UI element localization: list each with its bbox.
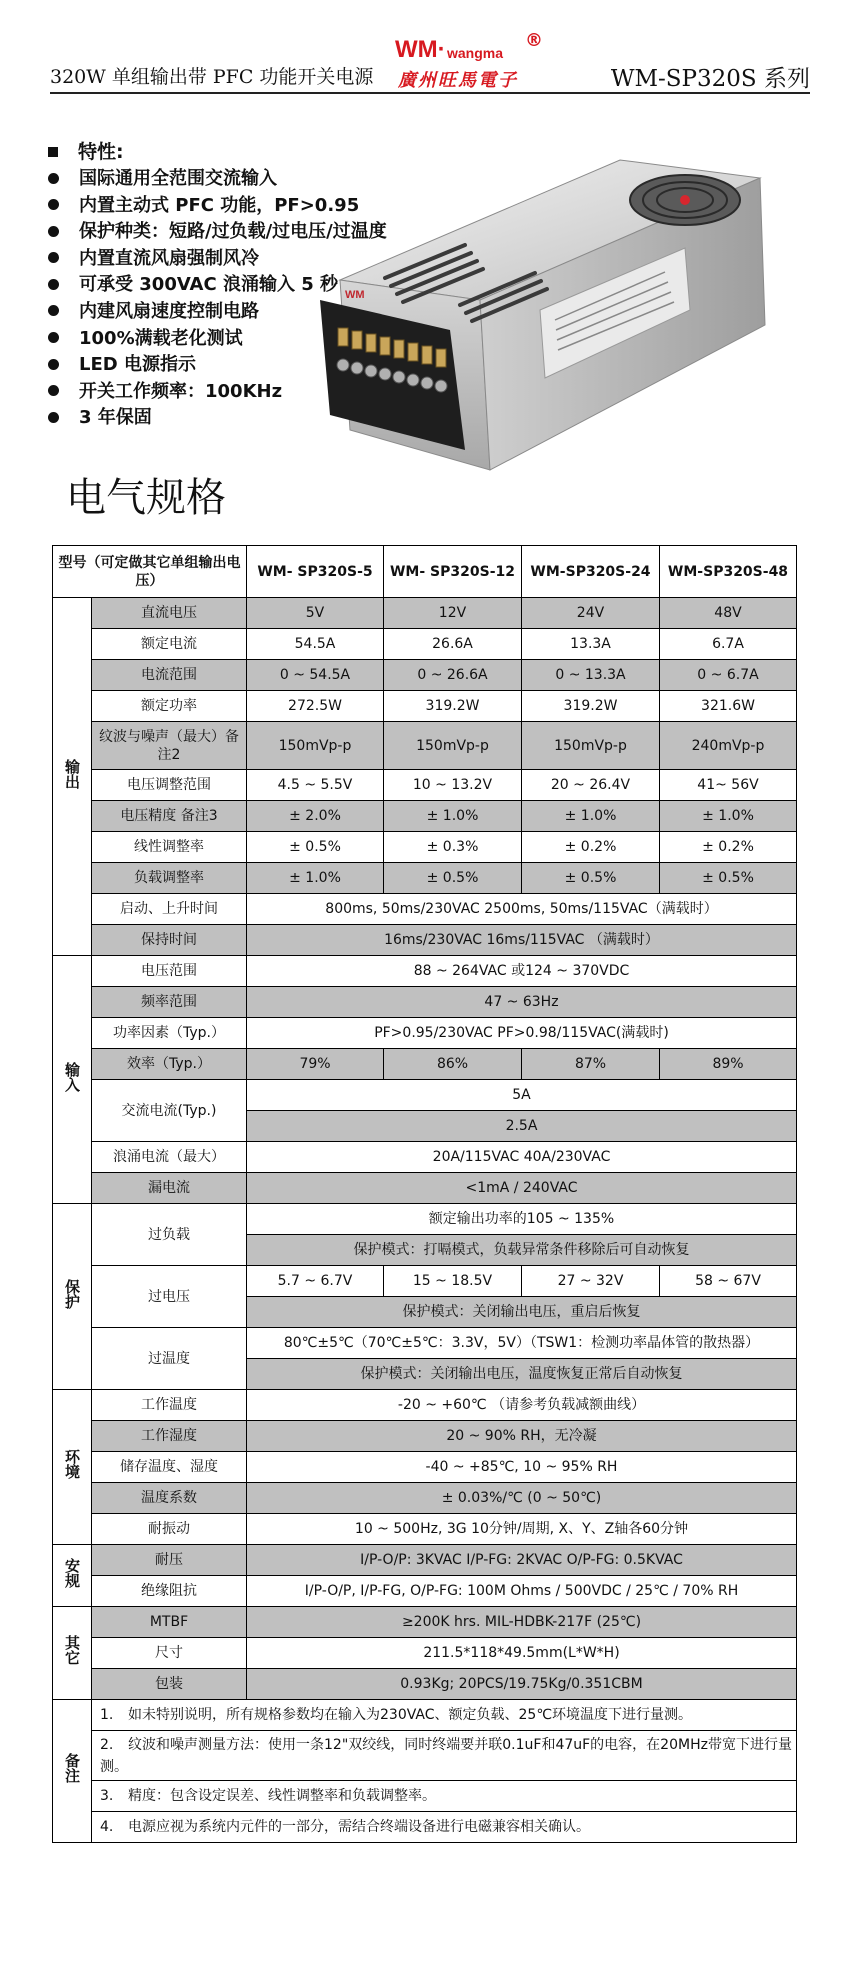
table-row: 保护模式：关闭输出电压，重启后恢复 xyxy=(53,1297,797,1328)
table-row: 纹波与噪声（最大）备注2 150mVp-p 150mVp-p 150mVp-p 240mVp-p xyxy=(53,722,797,770)
page-header xyxy=(50,28,810,98)
category-environment: 环境 xyxy=(53,1390,92,1545)
table-row: 输出 直流电压 5V 12V 24V 48V xyxy=(53,598,797,629)
table-row: 电压调整范围 4.5 ~ 5.5V 10 ~ 13.2V 20 ~ 26.4V 41~ 56V xyxy=(53,770,797,801)
feature-item: 100%满载老化测试 xyxy=(42,326,462,353)
spec-table xyxy=(52,545,797,1843)
table-row: 保护 过负载 额定输出功率的105 ~ 135% xyxy=(53,1204,797,1235)
table-row: 温度系数 ± 0.03%/℃ (0 ~ 50℃) xyxy=(53,1483,797,1514)
table-row: 交流电流(Typ.) 5A xyxy=(53,1080,797,1111)
feature-item: 国际通用全范围交流输入 xyxy=(42,166,462,193)
table-row: 漏电流 <1mA / 240VAC xyxy=(53,1173,797,1204)
model-header-cell: WM-SP320S-24 xyxy=(522,546,660,598)
bullet-icon xyxy=(48,252,59,263)
logo-wangma-text: wangma xyxy=(447,45,504,61)
table-row: 绝缘阻抗 I/P-O/P, I/P-FG, O/P-FG: 100M Ohms / 500VDC / 25℃ / 70% RH xyxy=(53,1576,797,1607)
feature-item: 开关工作频率：100KHz xyxy=(42,379,462,406)
company-logo xyxy=(395,30,545,94)
category-input: 输入 xyxy=(53,956,92,1204)
category-output: 输出 xyxy=(53,598,92,956)
table-row: 电流范围 0 ~ 54.5A 0 ~ 26.6A 0 ~ 13.3A 0 ~ 6.7A xyxy=(53,660,797,691)
logo-wm-text: WM xyxy=(395,36,438,63)
registered-mark: ® xyxy=(525,30,543,51)
table-header-row xyxy=(53,546,797,598)
table-row: 工作湿度 20 ~ 90% RH，无冷凝 xyxy=(53,1421,797,1452)
section-title: 电气规格 xyxy=(66,475,226,521)
header-series-title: WM-SP320S 系列 xyxy=(610,66,810,92)
feature-item: 内建风扇速度控制电路 xyxy=(42,299,462,326)
table-row: 效率（Typ.） 79% 86% 87% 89% xyxy=(53,1049,797,1080)
category-other: 其它 xyxy=(53,1607,92,1700)
table-row: 储存温度、湿度 -40 ~ +85℃, 10 ~ 95% RH xyxy=(53,1452,797,1483)
table-row: 环境 工作温度 -20 ~ +60℃ （请参考负载减额曲线） xyxy=(53,1390,797,1421)
power-supply-image xyxy=(290,150,805,510)
model-header-cell: WM- SP320S-12 xyxy=(384,546,522,598)
table-row: 过温度 80℃±5℃（70℃±5℃：3.3V，5V）（TSW1：检测功率晶体管的散热器） xyxy=(53,1328,797,1359)
category-safety: 安规 xyxy=(53,1545,92,1607)
feature-item: 内置直流风扇强制风冷 xyxy=(42,246,462,273)
header-divider xyxy=(50,92,810,94)
table-row: 功率因素（Typ.） PF>0.95/230VAC PF>0.98/115VAC(满载时) xyxy=(53,1018,797,1049)
bullet-icon xyxy=(48,173,59,184)
bullet-icon xyxy=(48,226,59,237)
bullet-icon xyxy=(48,305,59,316)
table-row: 启动、上升时间 800ms, 50ms/230VAC 2500ms, 50ms/115VAC（满载时） xyxy=(53,894,797,925)
table-row: 浪涌电流（最大） 20A/115VAC 40A/230VAC xyxy=(53,1142,797,1173)
feature-item: 内置主动式 PFC 功能，PF>0.95 xyxy=(42,193,462,220)
square-bullet-icon xyxy=(48,147,58,157)
category-notes: 备注 xyxy=(53,1700,92,1843)
category-protection: 保护 xyxy=(53,1204,92,1390)
table-row: 安规 耐压 I/P-O/P: 3KVAC I/P-FG: 2KVAC O/P-FG: 0.5KVAC xyxy=(53,1545,797,1576)
bullet-icon xyxy=(48,199,59,210)
note-row: 2. 纹波和噪声测量方法：使用一条12"双绞线，同时终端要并联0.1uF和47uF的电容，在20MHz带宽下进行量测。 xyxy=(53,1731,797,1781)
note-row: 4. 电源应视为系统内元件的一部分，需结合终端设备进行电磁兼容相关确认。 xyxy=(53,1812,797,1843)
feature-item: 保护种类：短路/过负载/过电压/过温度 xyxy=(42,219,462,246)
model-header-cell: WM-SP320S-48 xyxy=(660,546,797,598)
table-row: 2.5A xyxy=(53,1111,797,1142)
note-row: 3. 精度：包含设定误差、线性调整率和负载调整率。 xyxy=(53,1781,797,1812)
features-title: 特性: xyxy=(78,141,124,163)
bullet-icon xyxy=(48,332,59,343)
header-left-title: 320W 单组输出带 PFC 功能开关电源 xyxy=(50,66,374,88)
table-row: 过电压 5.7 ~ 6.7V 15 ~ 18.5V 27 ~ 32V 58 ~ 67V xyxy=(53,1266,797,1297)
bullet-icon xyxy=(48,359,59,370)
table-row: 负载调整率 ± 1.0% ± 0.5% ± 0.5% ± 0.5% xyxy=(53,863,797,894)
model-header-cell: WM- SP320S-5 xyxy=(247,546,384,598)
table-row: 保护模式：关闭输出电压，温度恢复正常后自动恢复 xyxy=(53,1359,797,1390)
feature-item: 可承受 300VAC 浪涌输入 5 秒 xyxy=(42,272,462,299)
table-row: 保持时间 16ms/230VAC 16ms/115VAC （满载时） xyxy=(53,925,797,956)
bullet-icon xyxy=(48,385,59,396)
note-row: 备注 1. 如未特别说明，所有规格参数均在输入为230VAC、额定负载、25℃环境温度下进行量测。 xyxy=(53,1700,797,1731)
table-row: 保护模式：打嗝模式，负载异常条件移除后可自动恢复 xyxy=(53,1235,797,1266)
table-row: 包装 0.93Kg; 20PCS/19.75Kg/0.351CBM xyxy=(53,1669,797,1700)
bullet-icon xyxy=(48,279,59,290)
logo-chinese-name: 廣州旺馬電子 xyxy=(398,70,518,91)
table-row: 频率范围 47 ~ 63Hz xyxy=(53,987,797,1018)
bullet-icon xyxy=(48,412,59,423)
feature-item: 3 年保固 xyxy=(42,405,462,432)
table-row: 额定功率 272.5W 319.2W 319.2W 321.6W xyxy=(53,691,797,722)
product-brand-label: WM xyxy=(345,289,365,301)
table-row: 其它 MTBF ≥200K hrs. MIL-HDBK-217F (25℃) xyxy=(53,1607,797,1638)
table-row: 线性调整率 ± 0.5% ± 0.3% ± 0.2% ± 0.2% xyxy=(53,832,797,863)
feature-item: LED 电源指示 xyxy=(42,352,462,379)
table-row: 尺寸 211.5*118*49.5mm(L*W*H) xyxy=(53,1638,797,1669)
table-row: 耐振动 10 ~ 500Hz, 3G 10分钟/周期, X、Y、Z轴各60分钟 xyxy=(53,1514,797,1545)
model-label-cell: 型号（可定做其它单组输出电压） xyxy=(53,546,247,598)
table-row: 电压精度 备注3 ± 2.0% ± 1.0% ± 1.0% ± 1.0% xyxy=(53,801,797,832)
logo-dot: · xyxy=(437,36,446,63)
table-row: 额定电流 54.5A 26.6A 13.3A 6.7A xyxy=(53,629,797,660)
table-row: 输入 电压范围 88 ~ 264VAC 或124 ~ 370VDC xyxy=(53,956,797,987)
